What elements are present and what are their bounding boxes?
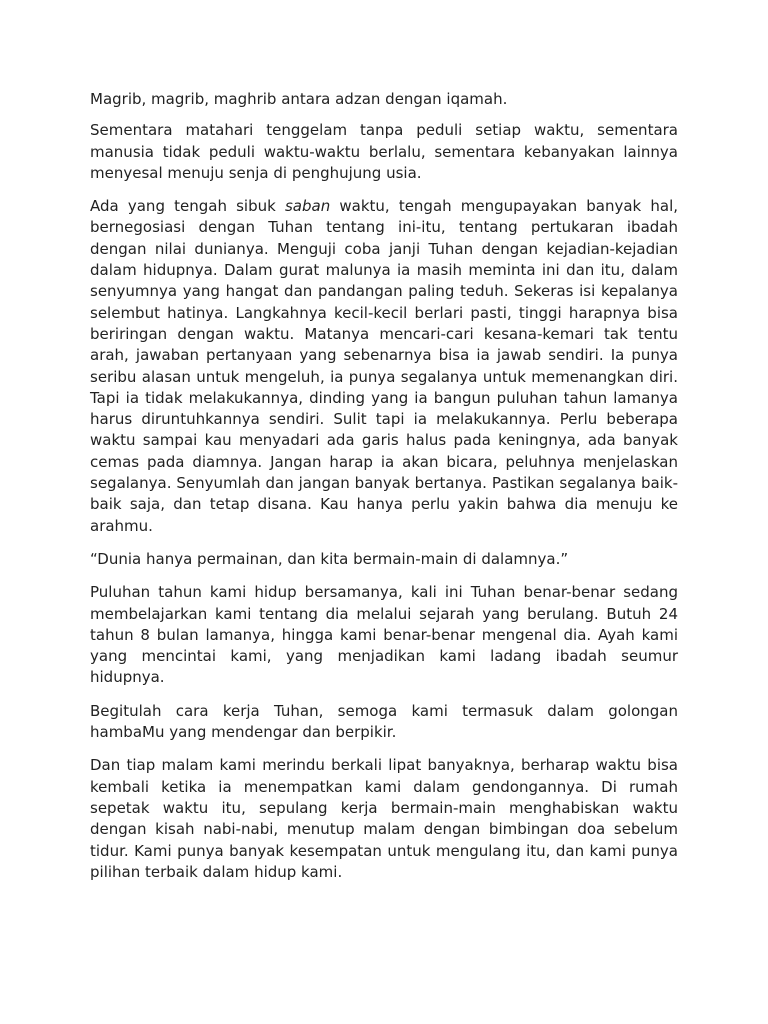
- paragraph-3-text-start: Ada yang tengah sibuk: [90, 197, 285, 216]
- paragraph-2: Sementara matahari tenggelam tanpa peduli setiap waktu, sementara manusia tidak peduli waktu-waktu berlalu, sementara kebanyakan lainnya menyesal menuju senja di penghujung usia.: [90, 121, 678, 182]
- paragraph-3-text-end: waktu, tengah mengupayakan banyak hal, bernegosiasi dengan Tuhan tentang ini-itu, tentang pertukaran ibadah dengan nilai dunianya. Menguji coba janji Tuhan dengan kejadian-kejadian dalam hidupnya. Dalam gurat malunya ia masih meminta ini dan itu, dalam senyumnya yang hangat dan pandangan paling teduh. Sekeras isi kepalanya selembut hatinya. Langkahnya kecil-kecil berlari pasti, tinggi harapnya bisa beriringan dengan waktu. Matanya mencari-cari kesana-kemari tak tentu arah, jawaban pertanyaan yang sebenarnya bisa ia jawab sendiri. Ia punya seribu alasan untuk mengeluh, ia punya segalanya untuk memenangkan diri. Tapi ia tidak melakukannya, dinding yang ia bangun puluhan tahun lamanya harus diruntuhkannya sendiri. Sulit tapi ia melakukannya. Perlu beberapa waktu sampai kau menyadari ada garis halus pada keningnya, ada banyak cemas pada diamnya. Jangan harap ia akan bicara, peluhnya menjelaskan segalanya. Senyumlah dan jangan banyak bertanya. Pastikan segalanya baik-baik saja, dan tetap disana. Kau hanya perlu yakin bahwa dia menuju ke arahmu.: [90, 197, 678, 535]
- paragraph-1: Magrib, magrib, maghrib antara adzan dengan iqamah.: [90, 90, 508, 108]
- paragraph-7: Dan tiap malam kami merindu berkali lipat banyaknya, berharap waktu bisa kembali ketika ia menempatkan kami dalam gendongannya. Di rumah sepetak waktu itu, sepulang kerja bermain-main menghabiskan waktu dengan kisah nabi-nabi, menutup malam dengan bimbingan doa sebelum tidur. Kami punya banyak kesempatan untuk mengulang itu, dan kami punya pilihan terbaik dalam hidup kami.: [90, 756, 678, 881]
- paragraph-3: [90, 196, 678, 537]
- document-body: [90, 89, 678, 895]
- paragraph-4-quote: “Dunia hanya permainan, dan kita bermain-main di dalamnya.”: [90, 549, 569, 568]
- paragraph-5: Puluhan tahun kami hidup bersamanya, kali ini Tuhan benar-benar sedang membelajarkan kami tentang dia melalui sejarah yang berulang. Butuh 24 tahun 8 bulan lamanya, hingga kami benar-benar mengenal dia. Ayah kami yang mencintai kami, yang menjadikan kami ladang ibadah seumur hidupnya.: [90, 583, 678, 687]
- italic-word-saban: saban: [284, 197, 331, 216]
- paragraph-6: Begitulah cara kerja Tuhan, semoga kami termasuk dalam golongan hambaMu yang mendengar dan berpikir.: [90, 701, 678, 742]
